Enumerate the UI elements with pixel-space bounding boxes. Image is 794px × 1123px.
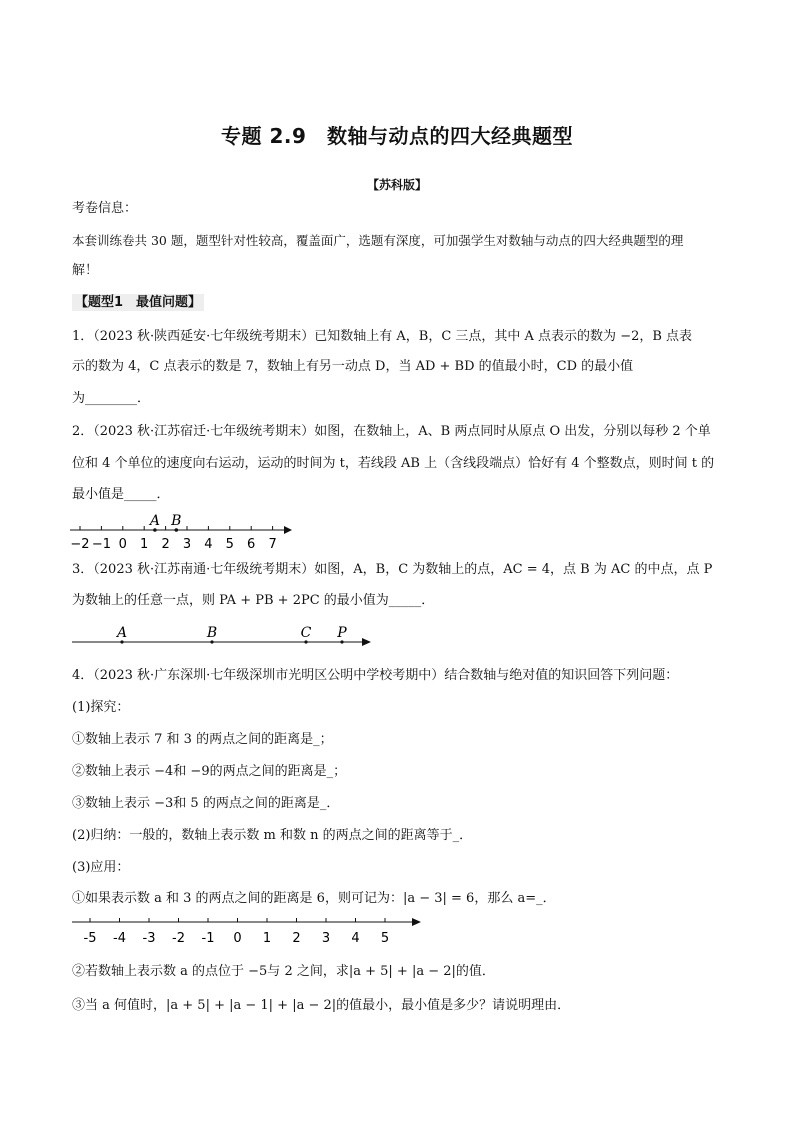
- q4-tick-label: -3: [142, 931, 156, 946]
- q2-tick-label: −1: [91, 537, 111, 552]
- q4-tick-label: 5: [380, 931, 390, 946]
- q2-tick-label: 4: [204, 537, 213, 552]
- q2-line2: 位和 4 个单位的速度向右运动，运动的时间为 t，若线段 AB 上（含线段端点）恰好有 4 个整数点，则时间 t 的: [72, 456, 715, 471]
- q4-tick-label: 3: [321, 931, 331, 946]
- q3-arrow: [362, 638, 371, 646]
- q2-tick-label: −2: [70, 537, 90, 552]
- q4-item1: ①数轴上表示 7 和 3 的两点之间的距离是_；: [72, 732, 333, 747]
- q3-point-label: A: [116, 625, 128, 641]
- q4-app2: ②若数轴上表示数 a 的点位于 −5与 2 之间，求|a + 5| + |a − 2|的值．: [72, 964, 495, 979]
- q2-tick-label: 6: [247, 537, 256, 552]
- q4-tick-label: -4: [113, 931, 126, 946]
- info-desc-line1: 本套训练卷共 30 题，题型针对性较高，覆盖面广，选题有深度，可加强学生对数轴与动点的四大经典题型的理: [72, 233, 684, 248]
- q4-number-line: [66, 912, 436, 948]
- q4-app1: ①如果表示数 a 和 3 的两点之间的距离是 6，则可记为：|a − 3| = 6，那么 a=_．: [72, 891, 556, 906]
- q2-tick-label: 2: [161, 537, 170, 552]
- q2-point-label: B: [171, 513, 182, 529]
- section-heading: [72, 294, 732, 312]
- q1-line2: 示的数为 4，C 点表示的数是 7，数轴上有另一动点 D，当 AD + BD 的值最小时，CD 的最小值: [72, 359, 634, 374]
- q4-part1: (1)探究：: [72, 700, 130, 715]
- q2-line1: 2．（2023 秋·江苏宿迁·七年级统考期末）如图，在数轴上，A、B 两点同时从原点 O 出发，分别以每秒 2 个单: [72, 424, 711, 439]
- section-label: 【题型1 最值问题】: [72, 294, 204, 311]
- q3-line1: 3．（2023 秋·江苏南通·七年级统考期末）如图，A，B，C 为数轴上的点，AC = 4，点 B 为 AC 的中点，点 P: [72, 562, 713, 577]
- q4-tick-label: 1: [262, 931, 272, 946]
- q1-line3: 为________．: [72, 391, 151, 406]
- info-desc-line2: 解！: [72, 263, 99, 278]
- q4-part3: (3)应用：: [72, 860, 130, 875]
- q3-point-label: C: [300, 625, 312, 641]
- q4-tick-label: 2: [292, 931, 301, 946]
- q4-arrow: [412, 918, 421, 926]
- q3-point-label: B: [206, 625, 218, 641]
- document-title: 专题 2.9 数轴与动点的四大经典题型: [221, 124, 573, 148]
- q3-line2: 为数轴上的任意一点，则 PA + PB + 2PC 的最小值为_____．: [72, 593, 435, 608]
- q3-number-line: [66, 622, 386, 652]
- q4-tick-label: -2: [172, 931, 185, 946]
- q4-tick-label: -1: [201, 931, 215, 946]
- q2-number-line: [66, 510, 306, 552]
- q2-tick-label: 1: [140, 537, 149, 552]
- q2-tick-label: 7: [268, 537, 277, 552]
- edition-label: 【苏科版】: [366, 178, 427, 192]
- q2-arrow: [284, 526, 292, 534]
- q4-line1: 4．（2023 秋·广东深圳·七年级深圳市光明区公明中学校考期中）结合数轴与绝对值的知识回答下列问题：: [72, 668, 679, 683]
- info-heading: 考卷信息：: [72, 201, 138, 216]
- q3-point-label: P: [337, 625, 347, 641]
- q2-tick-label: 5: [225, 537, 234, 552]
- q1-line1: 1．（2023 秋·陕西延安·七年级统考期末）已知数轴上有 A，B，C 三点，其中 A 点表示的数为 −2，B 点表: [72, 329, 693, 344]
- q4-tick-label: 0: [233, 931, 242, 946]
- q4-part2: (2)归纳：一般的，数轴上表示数 m 和数 n 的两点之间的距离等于_．: [72, 828, 473, 843]
- q4-tick-label: 4: [351, 931, 360, 946]
- q2-tick-label: 0: [118, 537, 127, 552]
- q4-app3: ③当 a 何值时，|a + 5| + |a − 1| + |a − 2|的值最小，最小值是多少？请说明理由．: [72, 998, 571, 1013]
- q2-point-label: A: [149, 513, 160, 529]
- q2-line3: 最小值是_____．: [72, 487, 170, 502]
- q4-item3: ③数轴上表示 −3和 5 的两点之间的距离是_．: [72, 796, 340, 811]
- q4-tick-label: -5: [83, 931, 97, 946]
- q4-item2: ②数轴上表示 −4和 −9的两点之间的距离是_；: [72, 764, 347, 779]
- q2-tick-label: 3: [182, 537, 192, 552]
